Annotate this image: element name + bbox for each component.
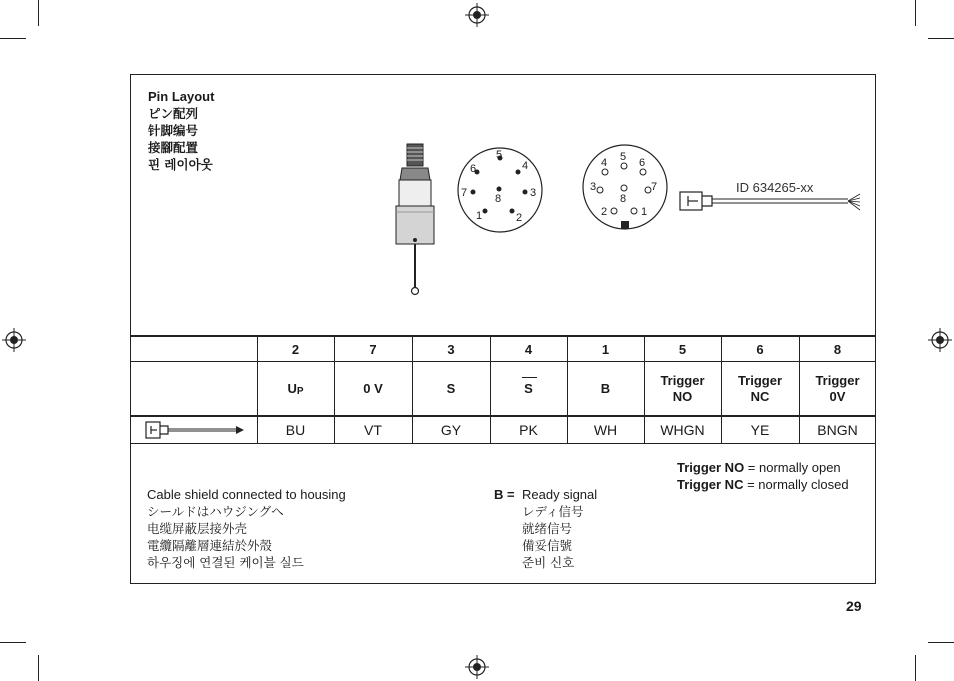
wire-color-cell: GY: [440, 421, 462, 438]
wire-color-cell: YE: [750, 421, 770, 438]
wire-color-cell: PK: [519, 421, 538, 438]
signal-cell: S: [446, 380, 456, 396]
socket-pin-label: 1: [476, 210, 483, 222]
registration-mark-icon: [2, 328, 26, 352]
plug-pin-label: 7: [651, 181, 658, 193]
probe-illustration: [390, 140, 440, 300]
socket-pin-label: 7: [461, 187, 468, 199]
socket-pin-label: 4: [522, 160, 529, 172]
title-line: 针脚编号: [148, 123, 199, 138]
signal-cell: 0 V: [363, 380, 383, 396]
socket-pin-label: 8: [495, 193, 502, 205]
note-line: 電纜隔離層連結於外殼: [147, 538, 273, 553]
pin-number-cell: 7: [369, 341, 377, 357]
trigger-no-term: Trigger NO: [677, 460, 745, 475]
note-line: 하우징에 연결된 케이블 실드: [147, 555, 304, 570]
crop-mark: [928, 38, 954, 39]
registration-mark-icon: [465, 3, 489, 27]
signal-cell: [799, 362, 876, 415]
signal-cell: [257, 362, 334, 415]
socket-pin-label: 2: [516, 212, 523, 224]
ready-signal-note: [522, 486, 597, 571]
pin-number-cell: 2: [291, 341, 300, 357]
note-line: 电缆屏蔽层接外壳: [147, 521, 248, 536]
plug-pin-label: 1: [641, 206, 648, 218]
note-line: 就绪信号: [522, 521, 573, 536]
wire-color-cell: VT: [364, 421, 382, 438]
title-line: 핀 레이아웃: [148, 157, 213, 172]
crop-mark: [0, 642, 26, 643]
signal-up-main: U: [287, 380, 297, 396]
note-line: シールドはハウジングへ: [147, 504, 284, 519]
plug-pin-label: 8: [620, 193, 627, 205]
note-line: 備妥信號: [522, 538, 573, 553]
note-line: Ready signal: [522, 487, 598, 502]
signal-cell: S: [524, 380, 533, 396]
plug-pin-diagram: [580, 140, 670, 235]
crop-mark: [915, 655, 916, 681]
table-divider: [130, 443, 876, 444]
signal-cell: [721, 362, 799, 415]
signal-overline: [522, 377, 537, 378]
signal-line: NO: [672, 388, 693, 404]
plug-pin-label: 5: [620, 151, 627, 163]
wire-color-cell: BU: [285, 421, 306, 438]
pin-number-cell: 5: [678, 341, 687, 357]
signal-line: Trigger: [737, 372, 783, 388]
pin-number-cell: 6: [756, 341, 764, 357]
wire-color-cell: WH: [593, 421, 618, 438]
crop-mark: [38, 0, 39, 26]
plug-pin-label: 2: [601, 206, 608, 218]
socket-pin-label: 5: [496, 149, 503, 161]
trigger-notes: [677, 459, 849, 493]
note-line: Cable shield connected to housing: [147, 487, 346, 502]
signal-up-sub: P: [296, 385, 304, 397]
crop-mark: [915, 0, 916, 26]
socket-pin-label: 3: [530, 187, 537, 199]
title-block: [148, 88, 214, 173]
note-line: 준비 신호: [522, 555, 575, 570]
b-label: B =: [494, 487, 515, 502]
signal-line: NC: [750, 388, 770, 404]
signal-line: 0V: [829, 388, 846, 404]
title-line: 接腳配置: [148, 140, 199, 155]
registration-mark-icon: [465, 655, 489, 679]
cable-icon: [144, 420, 248, 440]
trigger-nc-def: = normally closed: [743, 477, 849, 492]
title-line: ピン配列: [148, 106, 199, 121]
plug-pin-label: 3: [590, 181, 597, 193]
pin-number-cell: 3: [447, 341, 455, 357]
crop-mark: [0, 38, 26, 39]
socket-pin-diagram: [455, 145, 545, 235]
note-line: レディ信号: [522, 504, 584, 519]
registration-mark-icon: [928, 328, 952, 352]
wire-color-cell: WHGN: [660, 421, 705, 438]
crop-mark: [928, 642, 954, 643]
signal-line: Trigger: [815, 372, 860, 388]
pin-number-cell: 1: [601, 341, 610, 357]
plug-pin-label: 4: [601, 157, 608, 169]
crop-mark: [38, 655, 39, 681]
cable-shield-note: [147, 486, 346, 571]
wire-color-cell: BNGN: [817, 421, 858, 438]
trigger-nc-term: Trigger NC: [677, 477, 744, 492]
cable-id-label: ID 634265-xx: [736, 180, 814, 195]
trigger-no-def: = normally open: [744, 460, 841, 475]
plug-pin-label: 6: [639, 157, 646, 169]
page-number: 29: [846, 598, 862, 614]
signal-line: Trigger: [660, 372, 705, 388]
signal-cell: [644, 362, 721, 415]
pin-number-cell: 8: [833, 341, 842, 357]
pin-number-cell: 4: [524, 341, 533, 357]
socket-pin-label: 6: [470, 163, 477, 175]
signal-cell: B: [600, 380, 611, 396]
title-line: Pin Layout: [148, 89, 215, 104]
